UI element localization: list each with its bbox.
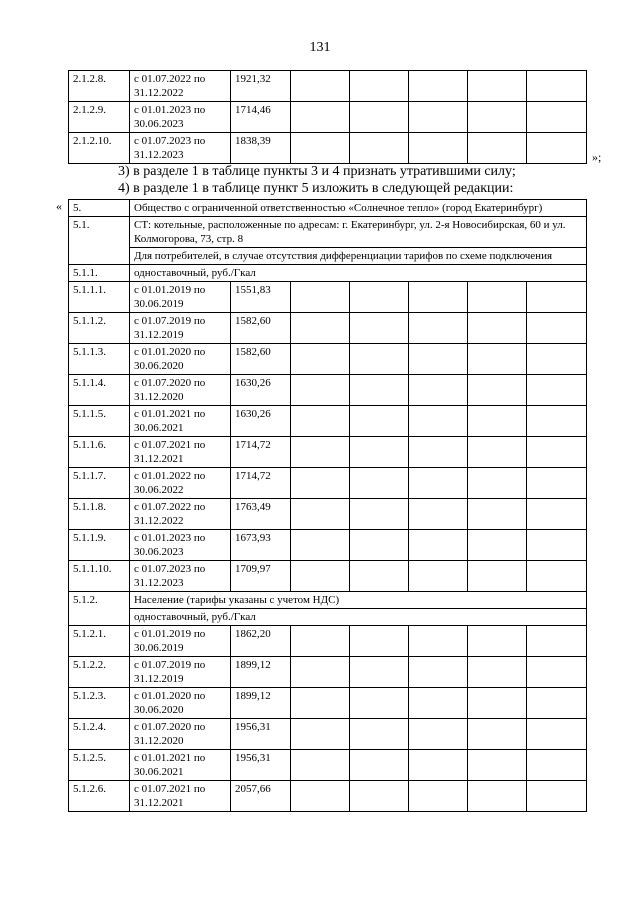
empty-cell xyxy=(409,102,468,133)
section-code: 5. xyxy=(69,200,130,217)
row-value: 1551,83 xyxy=(231,282,291,313)
table-row xyxy=(69,657,587,688)
empty-cell xyxy=(409,688,468,719)
table-row xyxy=(69,437,587,468)
period-start-line: с 01.01.2021 по xyxy=(134,752,206,764)
empty-cell xyxy=(409,657,468,688)
row-value: 1630,26 xyxy=(231,375,291,406)
empty-cell xyxy=(291,561,350,592)
subsection-title: СТ: котельные, расположенные по адресам: г. Екатеринбург, ул. 2-я Новосибирская, 60 и ул. Колмогорова, 73, стр. 8 xyxy=(130,217,587,248)
empty-cell xyxy=(527,657,587,688)
empty-cell xyxy=(291,750,350,781)
row-code: 5.1.1.4. xyxy=(69,375,130,406)
period-start-line: с 01.01.2023 по xyxy=(134,104,206,116)
table-row xyxy=(69,561,587,592)
row-period xyxy=(130,468,231,499)
empty-cell xyxy=(468,437,527,468)
row-period xyxy=(130,750,231,781)
row-code: 5.1.1.5. xyxy=(69,406,130,437)
empty-cell xyxy=(291,719,350,750)
row-code: 5.1.1.7. xyxy=(69,468,130,499)
empty-cell xyxy=(527,750,587,781)
row-period xyxy=(130,102,231,133)
period-end-line: 30.06.2021 xyxy=(134,422,184,434)
period-start-line: с 01.07.2019 по xyxy=(134,315,206,327)
empty-cell xyxy=(527,437,587,468)
period-end-line: 30.06.2019 xyxy=(134,642,184,654)
table-row xyxy=(69,719,587,750)
row-value: 1956,31 xyxy=(231,750,291,781)
empty-cell xyxy=(291,102,350,133)
empty-cell xyxy=(409,468,468,499)
period-end-line: 30.06.2023 xyxy=(134,546,184,558)
period-end-line: 30.06.2019 xyxy=(134,298,184,310)
empty-cell xyxy=(409,499,468,530)
period-end-line: 31.12.2019 xyxy=(134,673,184,685)
empty-cell xyxy=(291,499,350,530)
row-value: 1899,12 xyxy=(231,688,291,719)
page-number: 131 xyxy=(309,40,331,55)
empty-cell xyxy=(468,406,527,437)
empty-cell xyxy=(291,375,350,406)
period-start-line: с 01.01.2020 по xyxy=(134,690,206,702)
empty-cell xyxy=(468,688,527,719)
empty-cell xyxy=(409,133,468,164)
empty-cell xyxy=(468,499,527,530)
table-row xyxy=(69,468,587,499)
row-value: 1899,12 xyxy=(231,657,291,688)
period-end-line: 31.12.2022 xyxy=(134,87,184,99)
empty-cell xyxy=(409,71,468,102)
empty-cell xyxy=(527,313,587,344)
empty-cell xyxy=(527,626,587,657)
empty-cell xyxy=(468,530,527,561)
empty-cell xyxy=(291,626,350,657)
empty-cell xyxy=(350,561,409,592)
tariff-type-row xyxy=(69,265,587,282)
row-code: 5.1.2.4. xyxy=(69,719,130,750)
tariff-type-code: 5.1.1. xyxy=(69,265,130,282)
population-tariff-type-row xyxy=(69,609,587,626)
empty-cell xyxy=(468,344,527,375)
empty-cell xyxy=(409,375,468,406)
row-period xyxy=(130,406,231,437)
table-row xyxy=(69,750,587,781)
empty-cell xyxy=(350,750,409,781)
empty-cell xyxy=(350,468,409,499)
empty-cell xyxy=(350,375,409,406)
row-period xyxy=(130,657,231,688)
row-value: 1673,93 xyxy=(231,530,291,561)
empty-cell xyxy=(409,406,468,437)
row-value: 1630,26 xyxy=(231,406,291,437)
empty-cell xyxy=(468,750,527,781)
period-start-line: с 01.07.2022 по xyxy=(134,73,206,85)
table-row xyxy=(69,499,587,530)
section-row xyxy=(69,200,587,217)
empty-cell xyxy=(350,719,409,750)
row-period xyxy=(130,719,231,750)
empty-cell xyxy=(527,530,587,561)
period-start-line: с 01.07.2019 по xyxy=(134,659,206,671)
empty-cell xyxy=(468,719,527,750)
table-row xyxy=(69,133,587,164)
empty-cell xyxy=(350,133,409,164)
empty-cell xyxy=(468,561,527,592)
row-period xyxy=(130,71,231,102)
empty-cell xyxy=(291,437,350,468)
table-row xyxy=(69,375,587,406)
row-period xyxy=(130,626,231,657)
empty-cell xyxy=(350,102,409,133)
row-value: 1714,72 xyxy=(231,468,291,499)
period-end-line: 31.12.2023 xyxy=(134,149,184,161)
period-end-line: 31.12.2019 xyxy=(134,329,184,341)
consumers-note-row xyxy=(69,248,587,265)
row-code: 5.1.1.8. xyxy=(69,499,130,530)
empty-cell xyxy=(350,657,409,688)
row-period xyxy=(130,530,231,561)
empty-cell xyxy=(291,657,350,688)
empty-cell xyxy=(350,282,409,313)
period-end-line: 30.06.2022 xyxy=(134,484,184,496)
empty-cell xyxy=(527,133,587,164)
empty-cell xyxy=(527,375,587,406)
tariff-table-continued xyxy=(68,70,587,164)
empty-cell xyxy=(468,282,527,313)
row-period xyxy=(130,375,231,406)
row-period xyxy=(130,437,231,468)
population-title: Население (тарифы указаны с учетом НДС) xyxy=(130,592,587,609)
row-code: 5.1.1.9. xyxy=(69,530,130,561)
period-end-line: 31.12.2022 xyxy=(134,515,184,527)
empty-cell xyxy=(350,437,409,468)
table-row xyxy=(69,102,587,133)
population-tariff-type-label: одноставочный, руб./Гкал xyxy=(130,609,587,626)
row-value: 2057,66 xyxy=(231,781,291,812)
row-value: 1582,60 xyxy=(231,344,291,375)
row-value: 1763,49 xyxy=(231,499,291,530)
period-start-line: с 01.07.2022 по xyxy=(134,501,206,513)
paragraph-item-3: 3) в разделе 1 в таблице пункты 3 и 4 признать утратившими силу; xyxy=(118,164,516,179)
empty-cell xyxy=(527,102,587,133)
tariff-type-label: одноставочный, руб./Гкал xyxy=(130,265,587,282)
empty-cell xyxy=(468,626,527,657)
empty-cell xyxy=(527,468,587,499)
row-code: 5.1.1.1. xyxy=(69,282,130,313)
row-value: 1714,72 xyxy=(231,437,291,468)
table-row xyxy=(69,781,587,812)
empty-cell xyxy=(527,781,587,812)
empty-cell xyxy=(527,406,587,437)
period-start-line: с 01.07.2021 по xyxy=(134,439,206,451)
empty-cell xyxy=(409,344,468,375)
empty-cell xyxy=(409,750,468,781)
empty-cell xyxy=(350,406,409,437)
row-period xyxy=(130,344,231,375)
row-code: 5.1.2.1. xyxy=(69,626,130,657)
row-code: 5.1.1.6. xyxy=(69,437,130,468)
row-period xyxy=(130,133,231,164)
row-period xyxy=(130,561,231,592)
empty-cell xyxy=(291,313,350,344)
row-value: 1709,97 xyxy=(231,561,291,592)
period-end-line: 31.12.2020 xyxy=(134,391,184,403)
empty-cell xyxy=(409,626,468,657)
section-title: Общество с ограниченной ответственностью «Солнечное тепло» (город Екатеринбург) xyxy=(130,200,587,217)
period-end-line: 31.12.2023 xyxy=(134,577,184,589)
empty-cell xyxy=(409,781,468,812)
empty-cell xyxy=(527,688,587,719)
period-start-line: с 01.01.2022 по xyxy=(134,470,206,482)
row-period xyxy=(130,499,231,530)
empty-cell xyxy=(350,626,409,657)
period-start-line: с 01.01.2020 по xyxy=(134,346,206,358)
empty-cell xyxy=(468,313,527,344)
table-row xyxy=(69,530,587,561)
period-end-line: 31.12.2021 xyxy=(134,797,184,809)
row-value: 1862,20 xyxy=(231,626,291,657)
empty-cell xyxy=(291,781,350,812)
empty-cell xyxy=(468,781,527,812)
empty-cell xyxy=(409,719,468,750)
opening-quote: « xyxy=(56,199,62,213)
period-start-line: с 01.01.2021 по xyxy=(134,408,206,420)
empty-cell xyxy=(409,530,468,561)
empty-cell xyxy=(291,468,350,499)
row-code: 5.1.2.2. xyxy=(69,657,130,688)
empty-cell xyxy=(468,657,527,688)
empty-cell xyxy=(350,313,409,344)
population-code: 5.1.2. xyxy=(69,592,130,626)
row-value: 1838,39 xyxy=(231,133,291,164)
empty-cell xyxy=(527,282,587,313)
empty-cell xyxy=(350,344,409,375)
period-start-line: с 01.01.2019 по xyxy=(134,284,206,296)
paragraph-item-4: 4) в разделе 1 в таблице пункт 5 изложить в следующей редакции: xyxy=(118,181,514,196)
empty-cell xyxy=(291,282,350,313)
empty-cell xyxy=(409,313,468,344)
empty-cell xyxy=(291,688,350,719)
empty-cell xyxy=(291,344,350,375)
period-start-line: с 01.07.2023 по xyxy=(134,563,206,575)
empty-cell xyxy=(350,530,409,561)
empty-cell xyxy=(527,344,587,375)
period-end-line: 31.12.2020 xyxy=(134,735,184,747)
subsection-code: 5.1. xyxy=(69,217,130,265)
row-code: 2.1.2.10. xyxy=(69,133,130,164)
row-code: 5.1.2.3. xyxy=(69,688,130,719)
empty-cell xyxy=(291,71,350,102)
period-end-line: 30.06.2021 xyxy=(134,766,184,778)
population-row xyxy=(69,592,587,609)
empty-cell xyxy=(291,406,350,437)
row-value: 1956,31 xyxy=(231,719,291,750)
empty-cell xyxy=(468,102,527,133)
period-start-line: с 01.01.2019 по xyxy=(134,628,206,640)
empty-cell xyxy=(291,530,350,561)
period-end-line: 30.06.2023 xyxy=(134,118,184,130)
row-code: 5.1.2.6. xyxy=(69,781,130,812)
empty-cell xyxy=(409,437,468,468)
empty-cell xyxy=(527,719,587,750)
table-row xyxy=(69,688,587,719)
empty-cell xyxy=(527,499,587,530)
row-code: 5.1.1.10. xyxy=(69,561,130,592)
table-row xyxy=(69,406,587,437)
subsection-row xyxy=(69,217,587,248)
table-row xyxy=(69,626,587,657)
row-code: 5.1.1.2. xyxy=(69,313,130,344)
table-row xyxy=(69,71,587,102)
empty-cell xyxy=(350,781,409,812)
row-period xyxy=(130,688,231,719)
period-end-line: 30.06.2020 xyxy=(134,704,184,716)
row-code: 2.1.2.8. xyxy=(69,71,130,102)
row-code: 5.1.1.3. xyxy=(69,344,130,375)
empty-cell xyxy=(468,133,527,164)
period-end-line: 31.12.2021 xyxy=(134,453,184,465)
period-start-line: с 01.07.2020 по xyxy=(134,721,206,733)
empty-cell xyxy=(409,282,468,313)
empty-cell xyxy=(409,561,468,592)
empty-cell xyxy=(350,71,409,102)
period-start-line: с 01.07.2020 по xyxy=(134,377,206,389)
empty-cell xyxy=(527,561,587,592)
empty-cell xyxy=(468,468,527,499)
empty-cell xyxy=(468,375,527,406)
row-period xyxy=(130,313,231,344)
row-value: 1714,46 xyxy=(231,102,291,133)
row-code: 2.1.2.9. xyxy=(69,102,130,133)
row-value: 1921,32 xyxy=(231,71,291,102)
tariff-table-section-5 xyxy=(68,199,587,812)
row-period xyxy=(130,781,231,812)
closing-quote: »; xyxy=(592,150,602,164)
empty-cell xyxy=(350,499,409,530)
period-start-line: с 01.07.2023 по xyxy=(134,135,206,147)
table-row xyxy=(69,282,587,313)
row-value: 1582,60 xyxy=(231,313,291,344)
period-start-line: с 01.07.2021 по xyxy=(134,783,206,795)
period-start-line: с 01.01.2023 по xyxy=(134,532,206,544)
table-row xyxy=(69,344,587,375)
consumers-note: Для потребителей, в случае отсутствия дифференциации тарифов по схеме подключения xyxy=(130,248,587,265)
empty-cell xyxy=(350,688,409,719)
period-end-line: 30.06.2020 xyxy=(134,360,184,372)
empty-cell xyxy=(527,71,587,102)
table-row xyxy=(69,313,587,344)
empty-cell xyxy=(291,133,350,164)
row-code: 5.1.2.5. xyxy=(69,750,130,781)
empty-cell xyxy=(468,71,527,102)
row-period xyxy=(130,282,231,313)
